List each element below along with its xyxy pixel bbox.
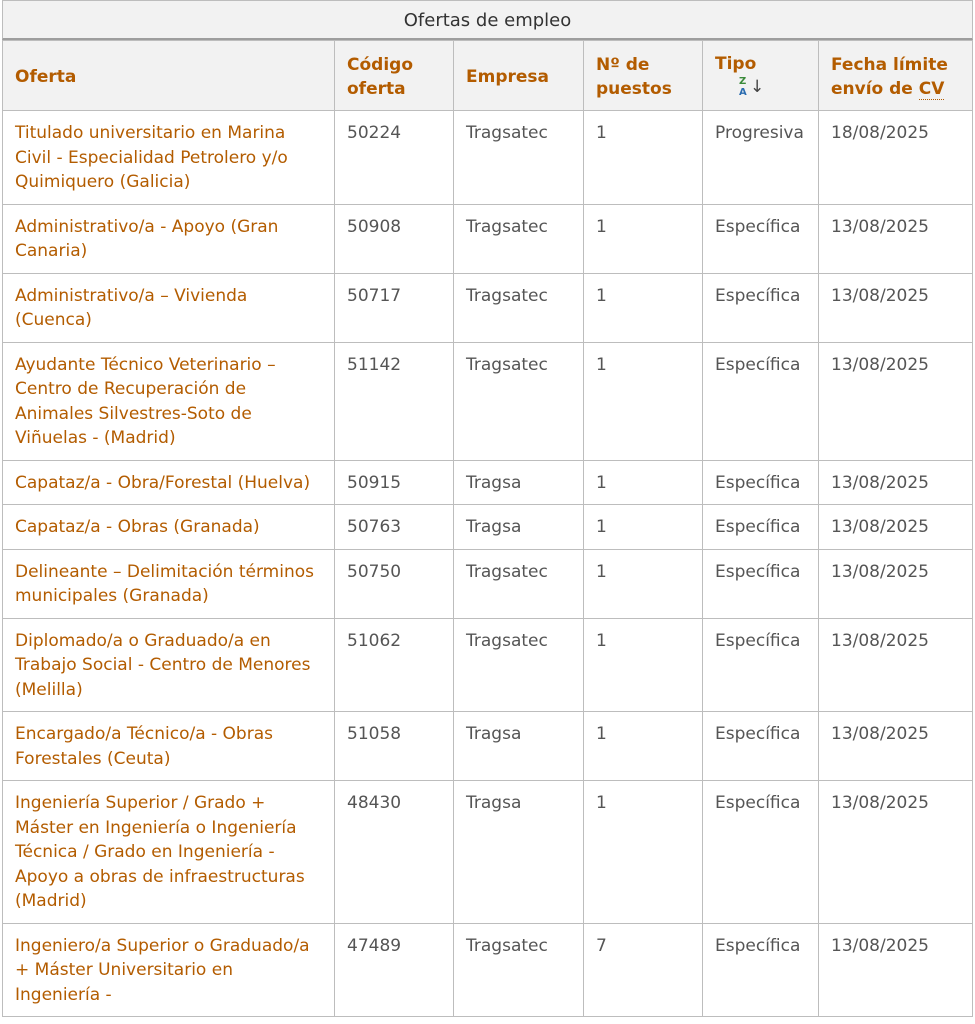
cell-puestos: 1 bbox=[584, 460, 703, 505]
cell-empresa: Tragsa bbox=[454, 505, 584, 550]
cell-empresa: Tragsatec bbox=[454, 549, 584, 618]
cell-puestos: 1 bbox=[584, 505, 703, 550]
header-tipo-label: Tipo bbox=[715, 53, 757, 74]
cell-puestos: 1 bbox=[584, 781, 703, 924]
cell-fecha: 13/08/2025 bbox=[819, 505, 973, 550]
header-fecha[interactable] bbox=[819, 41, 973, 111]
cell-oferta[interactable]: Administrativo/a - Apoyo (Gran Canaria) bbox=[3, 204, 335, 273]
table-caption: Ofertas de empleo bbox=[2, 0, 973, 40]
sort-z-a-icon[interactable] bbox=[739, 75, 765, 102]
cell-oferta[interactable]: Ingeniería Superior / Grado + Máster en Ingeniería o Ingeniería Técnica / Grado en Ingeniería - Apoyo a obras de infraestructuras (Madrid) bbox=[3, 781, 335, 924]
cell-oferta[interactable]: Ayudante Técnico Veterinario – Centro de Recuperación de Animales Silvestres-Soto de Viñuelas - (Madrid) bbox=[3, 342, 335, 460]
cell-codigo: 47489 bbox=[335, 923, 454, 1017]
sort-icon-top-letter: Z bbox=[739, 75, 747, 87]
cell-tipo: Específica bbox=[703, 923, 819, 1017]
table-row bbox=[3, 781, 973, 924]
cell-oferta[interactable]: Capataz/a - Obra/Forestal (Huelva) bbox=[3, 460, 335, 505]
cell-oferta[interactable]: Ingeniero/a Superior o Graduado/a + Máster Universitario en Ingeniería - bbox=[3, 923, 335, 1017]
cell-tipo: Específica bbox=[703, 273, 819, 342]
cell-fecha: 13/08/2025 bbox=[819, 273, 973, 342]
cell-codigo: 50750 bbox=[335, 549, 454, 618]
sort-icon-bottom-letter: A bbox=[739, 86, 747, 98]
cell-empresa: Tragsa bbox=[454, 781, 584, 924]
header-oferta-label: Oferta bbox=[15, 66, 77, 87]
header-tipo[interactable] bbox=[703, 41, 819, 111]
cell-fecha: 13/08/2025 bbox=[819, 923, 973, 1017]
cell-puestos: 1 bbox=[584, 549, 703, 618]
table-row bbox=[3, 618, 973, 712]
table-body bbox=[3, 111, 973, 1017]
cell-fecha: 13/08/2025 bbox=[819, 618, 973, 712]
cell-fecha: 13/08/2025 bbox=[819, 712, 973, 781]
cell-empresa: Tragsa bbox=[454, 712, 584, 781]
header-codigo-line1: Código bbox=[347, 54, 413, 75]
table-header bbox=[3, 41, 973, 111]
cell-codigo: 50908 bbox=[335, 204, 454, 273]
cell-fecha: 13/08/2025 bbox=[819, 204, 973, 273]
cell-tipo: Específica bbox=[703, 505, 819, 550]
header-codigo[interactable] bbox=[335, 41, 454, 111]
cell-fecha: 18/08/2025 bbox=[819, 111, 973, 205]
cell-codigo: 51142 bbox=[335, 342, 454, 460]
header-empresa-label: Empresa bbox=[466, 66, 549, 87]
job-offers-container bbox=[2, 0, 972, 1017]
cell-fecha: 13/08/2025 bbox=[819, 342, 973, 460]
cell-oferta[interactable]: Encargado/a Técnico/a - Obras Forestales (Ceuta) bbox=[3, 712, 335, 781]
header-puestos-line2: puestos bbox=[596, 78, 672, 99]
cell-puestos: 1 bbox=[584, 342, 703, 460]
header-fecha-line1: Fecha límite bbox=[831, 54, 948, 75]
cell-fecha: 13/08/2025 bbox=[819, 549, 973, 618]
cell-tipo: Específica bbox=[703, 342, 819, 460]
header-puestos[interactable] bbox=[584, 41, 703, 111]
job-offers-table bbox=[2, 0, 973, 1017]
table-row bbox=[3, 923, 973, 1017]
cell-puestos: 1 bbox=[584, 204, 703, 273]
cell-empresa: Tragsatec bbox=[454, 273, 584, 342]
cell-puestos: 1 bbox=[584, 273, 703, 342]
table-row bbox=[3, 460, 973, 505]
cell-empresa: Tragsa bbox=[454, 460, 584, 505]
cell-puestos: 7 bbox=[584, 923, 703, 1017]
table-row bbox=[3, 111, 973, 205]
cell-oferta[interactable]: Delineante – Delimitación términos municipales (Granada) bbox=[3, 549, 335, 618]
cell-puestos: 1 bbox=[584, 111, 703, 205]
cell-empresa: Tragsatec bbox=[454, 204, 584, 273]
cell-empresa: Tragsatec bbox=[454, 618, 584, 712]
cell-puestos: 1 bbox=[584, 712, 703, 781]
cell-oferta[interactable]: Diplomado/a o Graduado/a en Trabajo Social - Centro de Menores (Melilla) bbox=[3, 618, 335, 712]
cell-fecha: 13/08/2025 bbox=[819, 781, 973, 924]
header-fecha-cv-abbr: CV bbox=[918, 78, 945, 99]
cell-empresa: Tragsatec bbox=[454, 342, 584, 460]
header-fecha-line2: envío de bbox=[831, 78, 913, 99]
sort-icon-arrow: ↓ bbox=[750, 76, 765, 97]
cell-oferta[interactable]: Capataz/a - Obras (Granada) bbox=[3, 505, 335, 550]
header-puestos-line1: Nº de bbox=[596, 54, 650, 75]
cell-tipo: Específica bbox=[703, 781, 819, 924]
cell-tipo: Específica bbox=[703, 712, 819, 781]
cell-tipo: Específica bbox=[703, 204, 819, 273]
header-codigo-line2: oferta bbox=[347, 78, 406, 99]
header-empresa[interactable] bbox=[454, 41, 584, 111]
cell-fecha: 13/08/2025 bbox=[819, 460, 973, 505]
cell-codigo: 50763 bbox=[335, 505, 454, 550]
table-row bbox=[3, 273, 973, 342]
table-row bbox=[3, 204, 973, 273]
table-row bbox=[3, 712, 973, 781]
cell-codigo: 50224 bbox=[335, 111, 454, 205]
cell-codigo: 50915 bbox=[335, 460, 454, 505]
table-row bbox=[3, 505, 973, 550]
cell-codigo: 51058 bbox=[335, 712, 454, 781]
header-oferta[interactable] bbox=[3, 41, 335, 111]
cell-codigo: 50717 bbox=[335, 273, 454, 342]
cell-oferta[interactable]: Titulado universitario en Marina Civil - Especialidad Petrolero y/o Quimiquero (Galicia) bbox=[3, 111, 335, 205]
cell-codigo: 51062 bbox=[335, 618, 454, 712]
cell-tipo: Progresiva bbox=[703, 111, 819, 205]
cell-oferta[interactable]: Administrativo/a – Vivienda (Cuenca) bbox=[3, 273, 335, 342]
header-row bbox=[3, 41, 973, 111]
cell-tipo: Específica bbox=[703, 618, 819, 712]
cell-empresa: Tragsatec bbox=[454, 923, 584, 1017]
cell-tipo: Específica bbox=[703, 549, 819, 618]
cell-empresa: Tragsatec bbox=[454, 111, 584, 205]
cell-codigo: 48430 bbox=[335, 781, 454, 924]
cell-puestos: 1 bbox=[584, 618, 703, 712]
cell-tipo: Específica bbox=[703, 460, 819, 505]
table-row bbox=[3, 549, 973, 618]
table-row bbox=[3, 342, 973, 460]
